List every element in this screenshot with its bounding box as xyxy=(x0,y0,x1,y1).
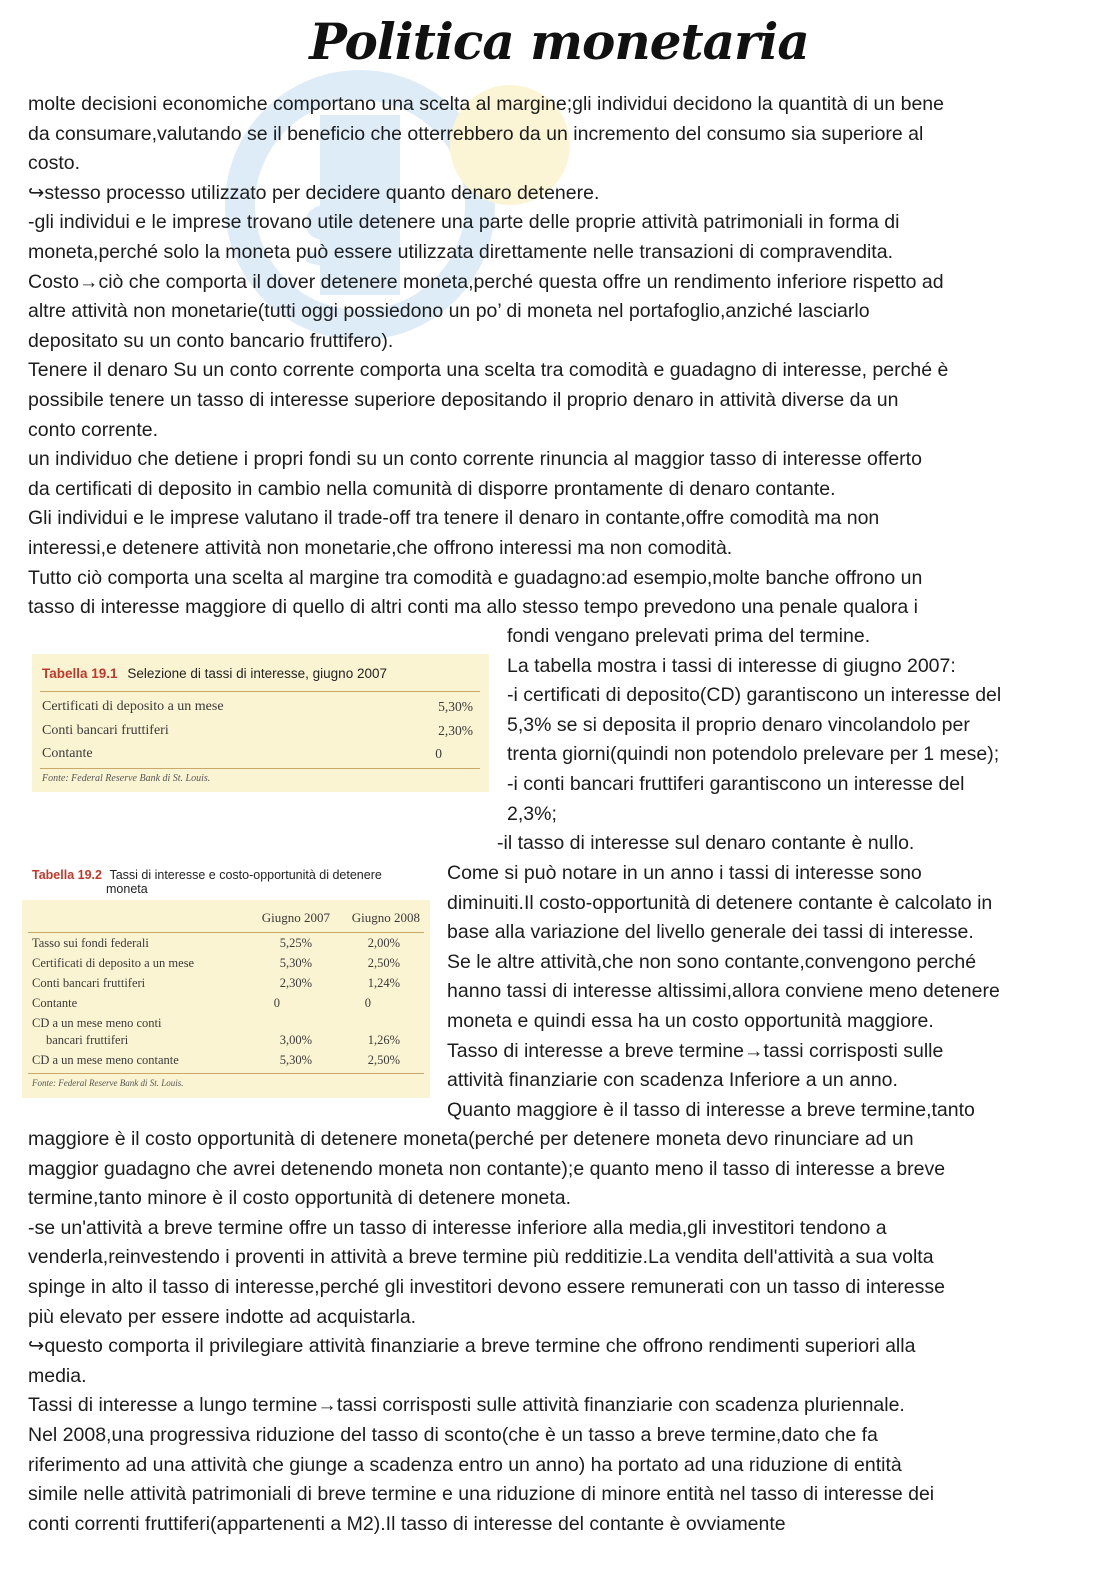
table-19-2-cell: 2,50% xyxy=(367,1053,400,1067)
table-19-2-cell: 1,26% xyxy=(367,1033,400,1047)
table-19-2-cell: 3,00% xyxy=(279,1033,312,1047)
table-19-2-cell: 1,24% xyxy=(367,976,400,990)
text-line: Tassi di interesse a lungo termine→tassi corrisposti sulle attività finanziarie con scadenza pluriennale. xyxy=(28,1394,905,1417)
text-line: ↪stesso processo utilizzato per decidere quanto denaro detenere. xyxy=(28,181,600,204)
table-19-2-cell: 5,30% xyxy=(279,956,312,970)
text-line: moneta e quindi essa ha un costo opportunità maggiore. xyxy=(447,1010,934,1032)
table-19-1-caption xyxy=(42,666,387,681)
text-line: 5,3% se si deposita il proprio denaro vincolandolo per xyxy=(507,713,970,736)
text-line: molte decisioni economiche comportano una scelta al margine;gli individui decidono la quantità di un bene xyxy=(28,93,944,115)
text-line: moneta,perché solo la moneta può essere utilizzata direttamente nelle transazioni di compravendita. xyxy=(28,241,893,263)
text-line: -se un'attività a breve termine offre un tasso di interesse inferiore alla media,gli investitori tendono a xyxy=(28,1216,887,1239)
text-line: Gli individui e le imprese valutano il trade-off tra tenere il denaro in contante,offre comodità ma non xyxy=(28,507,880,530)
table-19-1 xyxy=(32,654,489,792)
table-19-2-title-1: Tassi di interesse e costo-opportunità di detenere xyxy=(109,868,382,882)
text-line: spinge in alto il tasso di interesse,perché gli investitori devono essere remunerati con un tasso di interesse xyxy=(28,1276,945,1298)
text-line: maggior guadagno che avrei detenendo moneta non contante);e quanto meno il tasso di interesse a breve xyxy=(28,1157,946,1180)
table-19-2-row-label: Tasso sui fondi federali xyxy=(32,936,149,950)
text-line: -i conti bancari fruttiferi garantiscono un interesse del xyxy=(507,773,965,795)
table-19-1-row-value: 5,30% xyxy=(438,699,473,714)
table-19-2-row-label: Certificati di deposito a un mese xyxy=(32,956,195,970)
table-19-2-cell: 0 xyxy=(273,996,280,1010)
text-line: attività finanziarie con scadenza Inferiore a un anno. xyxy=(447,1069,898,1092)
text-line: media. xyxy=(28,1364,87,1387)
text-line: Quanto maggiore è il tasso di interesse a breve termine,tanto xyxy=(447,1098,975,1121)
table-19-2-cell: 0 xyxy=(364,996,371,1010)
table-19-2 xyxy=(22,860,430,1098)
table-19-1-label: Tabella 19.1 xyxy=(42,666,118,681)
table-19-2-cell: 2,00% xyxy=(367,936,400,950)
text-line: più elevato per essere indotte ad acquistarla. xyxy=(28,1305,417,1328)
text-line: conti correnti fruttiferi(appartenenti a M2).Il tasso di interesse del contante è ovviamente xyxy=(28,1512,786,1535)
table-19-2-label: Tabella 19.2 xyxy=(32,868,102,882)
text-line: termine,tanto minore è il costo opportunità di detenere moneta. xyxy=(28,1187,572,1210)
text-line: un individuo che detiene i propri fondi su un conto corrente rinuncia al maggior tasso di interesse offerto xyxy=(28,448,922,471)
table-19-2-cell: 2,30% xyxy=(279,976,312,990)
text-line: Se le altre attività,che non sono contante,convengono perché xyxy=(447,950,977,973)
text-line: Costo→ciò che comporta il dover detenere moneta,perché questa offre un rendimento inferiore rispetto ad xyxy=(28,270,944,293)
table-19-1-row-value: 0 xyxy=(435,746,442,761)
text-line: ↪questo comporta il privilegiare attività finanziarie a breve termine che offrono rendimenti superiori alla xyxy=(28,1335,916,1358)
text-line: tasso di interesse maggiore di quello di altri conti ma allo stesso tempo prevedono una penale qualora i xyxy=(28,596,918,619)
text-line: interessi,e detenere attività non monetarie,che offrono interessi ma non comodità. xyxy=(28,537,733,559)
table-19-2-row-label: Contante xyxy=(32,996,78,1010)
table-19-2-row-label: CD a un mese meno contante xyxy=(32,1053,179,1067)
text-line: La tabella mostra i tassi di interesse di giugno 2007: xyxy=(507,654,956,677)
table-19-1-source: Fonte: Federal Reserve Bank di St. Louis. xyxy=(42,773,211,784)
table-19-1-title: Selezione di tassi di interesse, giugno 2007 xyxy=(127,666,387,681)
table-19-2-source: Fonte: Federal Reserve Bank di St. Louis. xyxy=(32,1078,184,1088)
text-line: base alla variazione del livello generale dei tassi di interesse. xyxy=(447,921,974,944)
text-line: possibile tenere un tasso di interesse superiore depositando il proprio denaro in attività diverse da un xyxy=(28,389,899,411)
table-19-1-row-label: Certificati di deposito a un mese xyxy=(42,699,224,714)
text-line: maggiore è il costo opportunità di detenere moneta(perché per detenere moneta devo rinunciare ad un xyxy=(28,1128,914,1150)
text-line: Tenere il denaro Su un conto corrente comporta una scelta tra comodità e guadagno di interesse, perché è xyxy=(28,359,949,382)
text-line: conto corrente. xyxy=(28,418,159,441)
table-19-2-col-header: Giugno 2008 xyxy=(351,910,420,925)
table-19-1-row-label: Contante xyxy=(42,746,93,761)
table-19-2-cell: 2,50% xyxy=(367,956,400,970)
table-19-2-title-2: moneta xyxy=(106,882,148,896)
text-line: Come si può notare in un anno i tassi di interesse sono xyxy=(447,862,922,884)
text-line: da certificati di deposito in cambio nella comunità di disporre prontamente di denaro contante. xyxy=(28,477,836,500)
table-19-2-cell: 5,25% xyxy=(279,936,312,950)
text-line: trenta giorni(quindi non potendolo prelevare per 1 mese); xyxy=(507,743,1000,766)
table-19-1-row-label: Conti bancari fruttiferi xyxy=(42,723,169,738)
text-line: -il tasso di interesse sul denaro contante è nullo. xyxy=(497,832,915,855)
text-line: da consumare,valutando se il beneficio che otterrebbero da un incremento del consumo sia superiore al xyxy=(28,122,924,145)
text-line: -gli individui e le imprese trovano utile detenere una parte delle proprie attività patrimoniali in forma di xyxy=(28,211,900,234)
table-19-2-cell: 5,30% xyxy=(279,1053,312,1067)
page-title: Politica monetaria xyxy=(309,12,809,71)
table-19-2-row-label: Conti bancari fruttiferi xyxy=(32,976,146,990)
text-line: Tasso di interesse a breve termine→tassi corrisposti sulle xyxy=(447,1039,944,1062)
text-line: simile nelle attività patrimoniali di breve termine e una riduzione di minore entità nel tasso di interesse dei xyxy=(28,1483,935,1506)
text-line: Tutto ciò comporta una scelta al margine tra comodità e guadagno:ad esempio,molte banche offrono un xyxy=(28,566,923,589)
text-line: altre attività non monetarie(tutti oggi possiedono un po’ di moneta nel portafoglio,anziché lasciarlo xyxy=(28,300,870,323)
table-19-2-row-label: CD a un mese meno conti xyxy=(32,1016,162,1030)
table-19-2-col-header: Giugno 2007 xyxy=(261,910,330,925)
text-line: 2,3%; xyxy=(507,802,557,825)
svg-text:S: S xyxy=(300,191,358,284)
table-19-1-row-value: 2,30% xyxy=(438,723,473,738)
table-19-2-row-label-cont: bancari fruttiferi xyxy=(46,1033,129,1047)
text-line: riferimento ad una attività che giunge a scadenza entro un anno) ha portato ad una riduzione di entità xyxy=(28,1453,902,1476)
text-line: costo. xyxy=(28,152,81,175)
text-line: venderla,reinvestendo i proventi in attività a breve termine più redditizie.La vendita dell'attività a sua volta xyxy=(28,1246,934,1269)
text-line: hanno tassi di interesse altissimi,allora conviene meno detenere xyxy=(447,980,1000,1003)
text-line: depositato su un conto bancario fruttifero). xyxy=(28,329,394,352)
text-line: fondi vengano prelevati prima del termine. xyxy=(507,625,871,647)
text-line: -i certificati di deposito(CD) garantiscono un interesse del xyxy=(507,684,1002,707)
text-line: Nel 2008,una progressiva riduzione del tasso di sconto(che è un tasso a breve termine,dato che fa xyxy=(28,1424,878,1446)
text-line: diminuiti.Il costo-opportunità di detenere contante è calcolato in xyxy=(447,891,993,914)
table-19-2-caption xyxy=(32,868,382,896)
